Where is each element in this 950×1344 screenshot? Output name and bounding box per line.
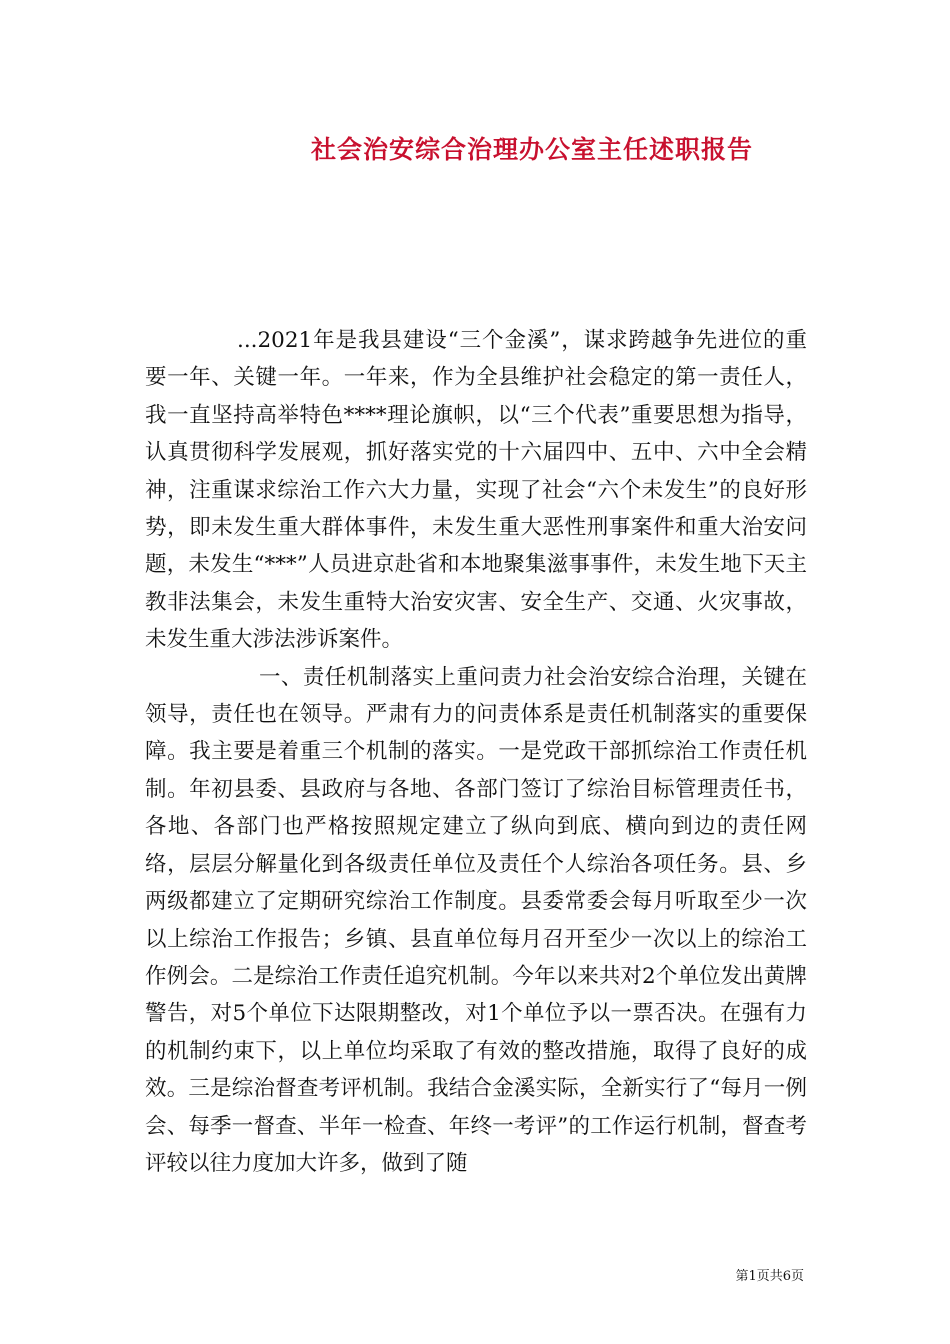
paragraph-responsibility-mechanism: 一、责任机制落实上重问责力社会治安综合治理，关键在领导，责任也在领导。严肃有力的问责体系是责任机制落实的重要保障。我主要是着重三个机制的落实。一是党政干部抓综治工作责任机制。年初县委、县政府与各地、各部门签订了综治目标管理责任书，各地、各部门也严格按照规定建立了纵向到底、横向到边的责任网络，层层分解量化到各级责任单位及责任个人综治各项任务。县、乡两级都建立了定期研究综治工作制度。县委常委会每月听取至少一次以上综治工作报告；乡镇、县直单位每月召开至少一次以上的综治工作例会。二是综治工作责任追究机制。今年以来共对2个单位发出黄牌警告，对5个单位下达限期整改，对1个单位予以一票否决。在强有力的机制约束下，以上单位均采取了有效的整改措施，取得了良好的成效。三是综治督查考评机制。我结合金溪实际，全新实行了“每月一例会、每季一督查、半年一检查、年终一考评”的工作运行机制，督查考评较以往力度加大许多，做到了随 (145, 664, 807, 1176)
page-number: 第1页共6页 (735, 1269, 804, 1284)
document-title: 社会治安综合治理办公室主任述职报告 (310, 135, 753, 164)
document-body (145, 322, 807, 1182)
paragraph-intro: ...2021年是我县建设“三个金溪”，谋求跨越争先进位的重要一年、关键一年。一年来，作为全县维护社会稳定的第一责任人，我一直坚持高举特色****理论旗帜，以“三个代表”重要思想为指导，认真贯彻科学发展观，抓好落实党的十六届四中、五中、六中全会精神，注重谋求综治工作六大力量，实现了社会“六个未发生”的良好形势，即未发生重大群体事件，未发生重大恶性刑事案件和重大治安问题，未发生“***”人员进京赴省和本地聚集滋事事件，未发生地下天主教非法集会，未发生重特大治安灾害、安全生产、交通、火灾事故，未发生重大涉法涉诉案件。 (145, 328, 807, 653)
